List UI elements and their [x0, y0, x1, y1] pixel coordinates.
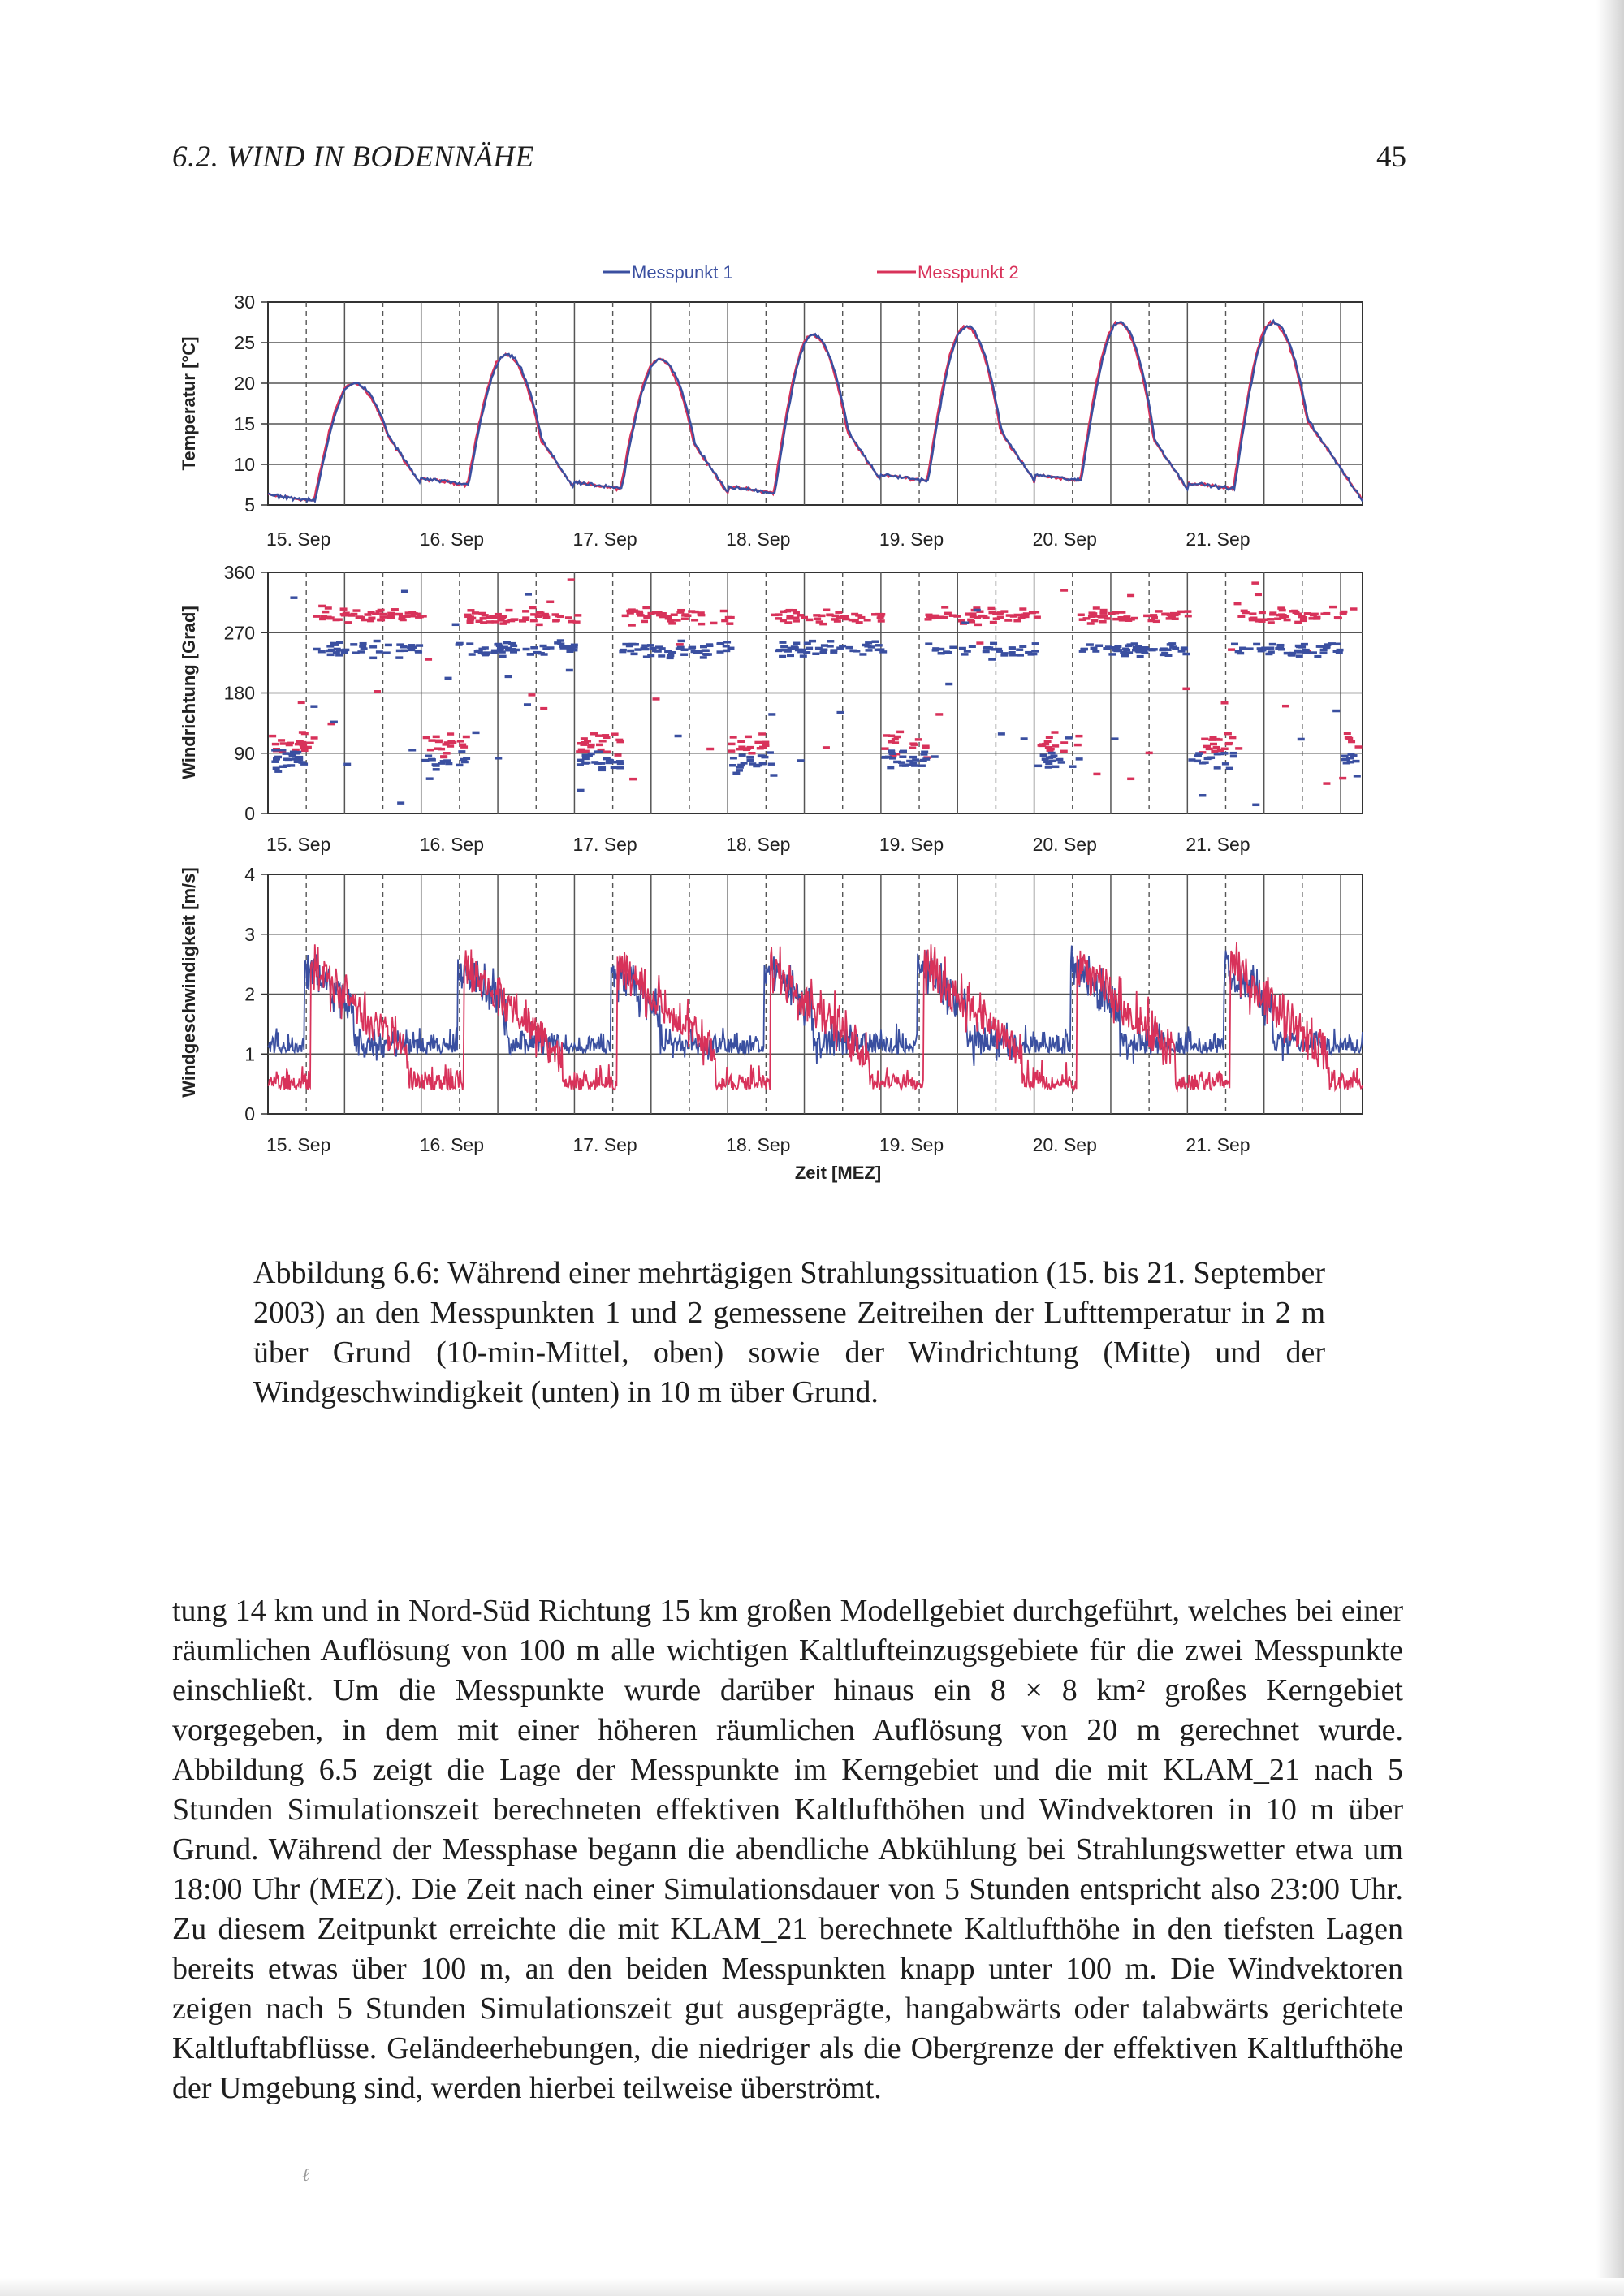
temperature-chart-y-tick-label: 5 [244, 494, 255, 516]
temperature-chart-x-tick-label: 15. Sep [266, 529, 331, 550]
page-bottom-shadow [0, 2278, 1624, 2296]
running-head-title: 6.2. WIND IN BODENNÄHE [172, 140, 534, 174]
wind-speed-chart-y-tick-label: 1 [244, 1043, 255, 1065]
wind-direction-chart-x-tick-label: 19. Sep [879, 834, 944, 855]
wind-speed-chart-x-tick-label: 20. Sep [1032, 1134, 1097, 1155]
temperature-series-messpunkt-1 [268, 321, 1363, 501]
temperature-chart-x-tick-label: 17. Sep [572, 529, 637, 550]
wind-speed-chart-x-tick-label: 17. Sep [572, 1134, 637, 1155]
wind-direction-axis-label: Windrichtung [Grad] [179, 606, 199, 779]
wind-speed-chart-y-tick-label: 0 [244, 1103, 255, 1124]
wind-direction-chart-y-tick-label: 180 [223, 682, 255, 704]
temperature-chart-x-tick-label: 20. Sep [1032, 529, 1097, 550]
wind-direction-chart-y-tick-label: 270 [223, 622, 255, 644]
wind-speed-series-messpunkt-1 [268, 946, 1363, 1066]
body-text [172, 1591, 1403, 2108]
figure-caption: Abbildung 6.6: Während einer mehrtägigen Strahlungssituation (15. bis 21. September 2003) an den Messpunkten 1 und 2 gemessene Zeitreihen der Lufttemperatur in 2 m über Grund (10-min-Mittel, oben) sowie der Windrichtung (Mitte) und der Windgeschwindigkeit (unten) in 10 m über Grund. [253, 1256, 1325, 1409]
wind-speed-x-axis-title: Zeit [MEZ] [794, 1163, 882, 1183]
page-number: 45 [1376, 140, 1406, 174]
temperature-chart-x-tick-label: 16. Sep [419, 529, 485, 550]
wind-direction-chart-x-tick-label: 21. Sep [1186, 834, 1250, 855]
wind-direction-chart-x-tick-label: 20. Sep [1032, 834, 1097, 855]
temperature-axis-label: Temperatur [°C] [179, 336, 199, 471]
wind-direction-chart-y-tick-label: 360 [223, 562, 255, 583]
stray-mark: ℓ [302, 2164, 310, 2185]
legend-label-messpunkt-2: Messpunkt 2 [918, 262, 1019, 283]
wind-speed-chart-x-tick-label: 18. Sep [726, 1134, 791, 1155]
wind-direction-chart-x-tick-label: 18. Sep [726, 834, 791, 855]
temperature-chart-frame [268, 302, 1363, 505]
wind-speed-chart-y-tick-label: 2 [244, 983, 255, 1005]
temperature-chart-y-tick-label: 30 [234, 291, 255, 313]
temperature-chart-y-tick-label: 15 [234, 413, 255, 434]
body-paragraph: tung 14 km und in Nord-Süd Richtung 15 km großen Modellgebiet durchgeführt, welches bei einer räumlichen Auflösung von 100 m alle wichtigen Kaltlufteinzugsgebiete für die zwei Messpunkte einschließt. Um die Messpunkte wurde darüber hinaus ein 8 × 8 km² großes Kerngebiet vorgegeben, in dem mit einer höheren räumlichen Auflösung von 20 m gerechnet wurde. Abbildung 6.5 zeigt die Lage der Messpunkte im Kerngebiet und die mit KLAM_21 nach 5 Stunden Simulationszeit berechneten effektiven Kaltlufthöhen und Windvektoren in 10 m über Grund. Während der Messphase begann die abendliche Abkühlung bei Strahlungswetter etwa um 18:00 Uhr (MEZ). Die Zeit nach einer Simulationsdauer von 5 Stunden entspricht also 23:00 Uhr. Zu diesem Zeitpunkt erreichte die mit KLAM_21 berechnete Kaltlufthöhe in den tiefsten Lagen bereits etwas über 100 m, an den beiden Messpunkten knapp unter 100 m. Die Windvektoren zeigen nach 5 Stunden Simulationszeit gut ausgeprägte, hangabwärts oder talabwärts gerichtete Kaltluftabflüsse. Geländeerhebungen, die niedriger als die Obergrenze der effektiven Kaltlufthöhe der Umgebung sind, werden hierbei teilweise überströmt. [172, 1594, 1403, 2105]
temperature-chart-y-tick-label: 25 [234, 332, 255, 353]
wind-speed-axis-label: Windgeschwindigkeit [m/s] [179, 867, 199, 1098]
temperature-series-messpunkt-2 [268, 322, 1363, 501]
temperature-chart-y-tick-label: 10 [234, 454, 255, 475]
temperature-chart-x-tick-label: 18. Sep [726, 529, 791, 550]
wind-speed-series-messpunkt-2 [268, 942, 1363, 1090]
wind-speed-chart-y-tick-label: 4 [244, 864, 255, 885]
wind-speed-chart-x-tick-label: 19. Sep [879, 1134, 944, 1155]
wind-direction-chart-x-tick-label: 16. Sep [419, 834, 485, 855]
wind-direction-chart-x-tick-label: 17. Sep [572, 834, 637, 855]
wind-speed-chart-x-tick-label: 15. Sep [266, 1134, 331, 1155]
wind-direction-chart-y-tick-label: 0 [244, 803, 255, 824]
wind-speed-chart-y-tick-label: 3 [244, 923, 255, 945]
wind-speed-chart-x-tick-label: 16. Sep [419, 1134, 485, 1155]
temperature-chart-y-tick-label: 20 [234, 373, 255, 394]
legend-label-messpunkt-1: Messpunkt 1 [632, 262, 733, 283]
temperature-chart-x-tick-label: 21. Sep [1186, 529, 1250, 550]
temperature-chart-x-tick-label: 19. Sep [879, 529, 944, 550]
wind-direction-chart-y-tick-label: 90 [234, 742, 255, 764]
wind-direction-chart-x-tick-label: 15. Sep [266, 834, 331, 855]
wind-speed-chart-x-tick-label: 21. Sep [1186, 1134, 1250, 1155]
